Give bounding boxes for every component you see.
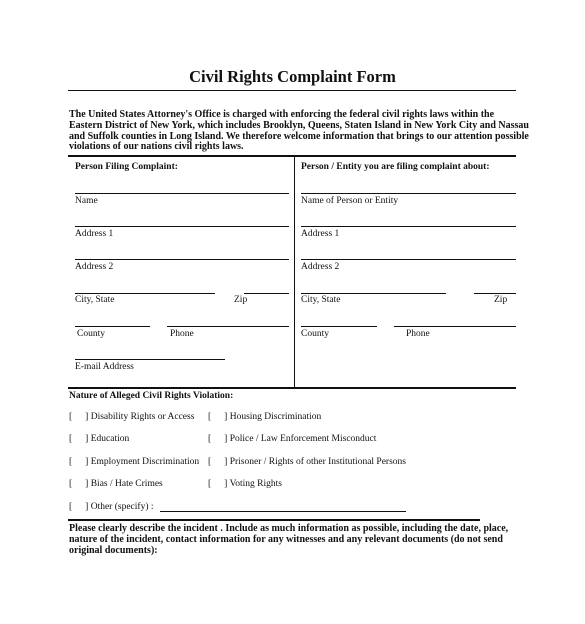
left-county-line[interactable] xyxy=(75,326,150,327)
right-county-line[interactable] xyxy=(301,326,377,327)
right-county-label: County xyxy=(301,329,329,339)
violations-heading: Nature of Alleged Civil Rights Violation: xyxy=(69,391,234,401)
closing-instructions: Please clearly describe the incident . Include as much information as possible, including the date, place, nature of the incident, contact information for any witnesses and any relevant documents (do not send original documents): xyxy=(69,523,509,556)
left-city-state-label: City, State xyxy=(75,295,115,305)
checkbox-prisoner[interactable]: [ ] Prisoner / Rights of other Institutional Persons xyxy=(208,457,406,467)
form-title: Civil Rights Complaint Form xyxy=(189,67,396,86)
checkbox-disability[interactable]: [ ] Disability Rights or Access xyxy=(69,412,195,422)
checkbox-employment[interactable]: [ ] Employment Discrimination xyxy=(69,457,200,467)
intro-paragraph: The United States Attorney's Office is charged with enforcing the federal civil rights laws within the Eastern District of New York, which includes Brooklyn, Queens, Staten Island in New York City and Nassau and Suffolk counties in Long Island. We therefore welcome information that brings to our attention possible violations of our nations civil rights laws. xyxy=(69,109,529,153)
left-address1-line[interactable] xyxy=(75,226,289,227)
box-bottom-border xyxy=(68,387,516,389)
left-email-line[interactable] xyxy=(75,359,225,360)
right-city-state-label: City, State xyxy=(301,295,341,305)
right-zip-line[interactable] xyxy=(474,293,516,294)
left-address2-label: Address 2 xyxy=(75,262,114,272)
box-top-border xyxy=(68,155,516,157)
right-address1-label: Address 1 xyxy=(301,229,340,239)
right-address1-line[interactable] xyxy=(301,226,516,227)
checkbox-police[interactable]: [ ] Police / Law Enforcement Misconduct xyxy=(208,434,377,444)
right-heading: Person / Entity you are filing complaint about: xyxy=(301,162,490,172)
box-divider xyxy=(294,156,295,387)
right-zip-label: Zip xyxy=(494,295,508,305)
other-specify-line[interactable] xyxy=(160,511,406,512)
checkbox-housing[interactable]: [ ] Housing Discrimination xyxy=(208,412,322,422)
right-name-line[interactable] xyxy=(301,193,516,194)
checkbox-other[interactable]: [ ] Other (specify) : xyxy=(69,502,154,512)
left-address2-line[interactable] xyxy=(75,259,289,260)
right-address2-line[interactable] xyxy=(301,259,516,260)
checkbox-voting[interactable]: [ ] Voting Rights xyxy=(208,479,282,489)
closing-rule xyxy=(68,519,480,521)
checkbox-education[interactable]: [ ] Education xyxy=(69,434,130,444)
left-address1-label: Address 1 xyxy=(75,229,114,239)
checkbox-bias[interactable]: [ ] Bias / Hate Crimes xyxy=(69,479,163,489)
right-phone-label: Phone xyxy=(406,329,430,339)
title-rule xyxy=(68,90,516,91)
left-zip-line[interactable] xyxy=(244,293,289,294)
right-name-label: Name of Person or Entity xyxy=(301,196,399,206)
left-phone-line[interactable] xyxy=(167,326,289,327)
right-city-state-line[interactable] xyxy=(301,293,446,294)
left-city-state-line[interactable] xyxy=(75,293,215,294)
left-name-line[interactable] xyxy=(75,193,289,194)
left-email-label: E-mail Address xyxy=(75,362,134,372)
left-county-label: County xyxy=(77,329,105,339)
left-phone-label: Phone xyxy=(170,329,194,339)
left-heading: Person Filing Complaint: xyxy=(75,162,178,172)
right-phone-line[interactable] xyxy=(394,326,516,327)
left-name-label: Name xyxy=(75,196,98,206)
right-address2-label: Address 2 xyxy=(301,262,340,272)
left-zip-label: Zip xyxy=(234,295,248,305)
